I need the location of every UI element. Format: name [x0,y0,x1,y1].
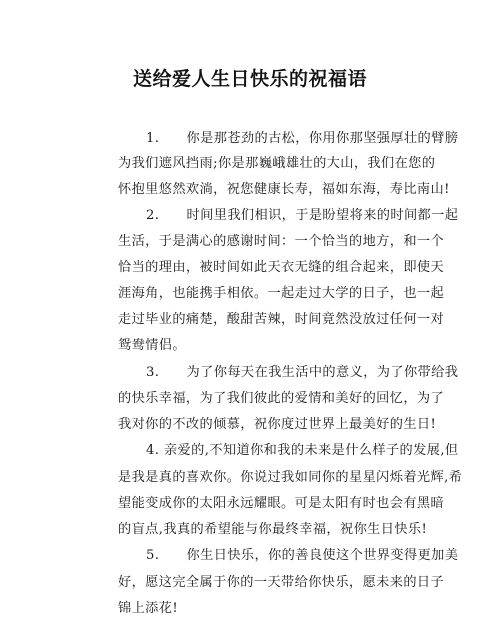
paragraph-2-line-6: 鸳鸯情侣。 [118,338,186,353]
paragraph-2-line-5: 走过毕业的痛楚，酸甜苦辣，时间竟然没放过任何一对 [118,312,445,327]
paragraph-1-line-1: 1. 你是那苍劲的古松，你用你那坚强厚壮的臂膀 [146,131,459,146]
paragraph-4-line-3: 望能变成你的太阳永远耀眼。可是太阳有时也会有黑暗 [118,496,445,511]
paragraph-3-line-1: 3. 为了你每天在我生活中的意义，为了你带给我 [146,365,459,380]
paragraph-5-line-2: 好，愿这完全属于你的一天带给你快乐，愿未来的日子 [118,575,445,590]
paragraph-2-line-4: 涯海角，也能携手相依。一起走过大学的日子，也一起 [118,286,445,301]
paragraph-1-line-3: 怀抱里悠然欢淌，祝您健康长寿，福如东海，寿比南山! [118,182,450,197]
paragraph-5-line-3: 锦上添花! [118,601,179,616]
paragraph-2-line-2: 生活，于是满心的感谢时间：一个恰当的地方，和一个 [118,234,445,249]
paragraph-2-line-1: 2. 时间里我们相识，于是盼望将来的时间都一起 [146,208,459,223]
document-title: 送给爱人生日快乐的祝福语 [132,68,367,90]
paragraph-3-line-2: 的快乐幸福，为了我们彼此的爱情和美好的回忆，为了 [118,391,445,406]
paragraph-3-line-3: 我对你的不改的倾慕，祝你度过世界上最美好的生日! [118,417,437,432]
paragraph-4-line-4: 的盲点,我真的希望能与你最终幸福，祝你生日快乐! [118,522,428,537]
paragraph-2-line-3: 恰当的理由，被时间如此天衣无缝的组合起来，即使天 [118,260,445,275]
paragraph-1-line-2: 为我们遮风挡雨;你是那巍峨雄壮的大山，我们在您的 [118,156,436,171]
paragraph-4-line-2: 是我是真的喜欢你。你说过我如同你的星星闪烁着光辉,希 [118,470,463,485]
paragraph-4-line-1: 4. 亲爱的,不知道你和我的未来是什么样子的发展,但 [146,443,459,458]
paragraph-5-line-1: 5. 你生日快乐，你的善良使这个世界变得更加美 [146,548,459,563]
